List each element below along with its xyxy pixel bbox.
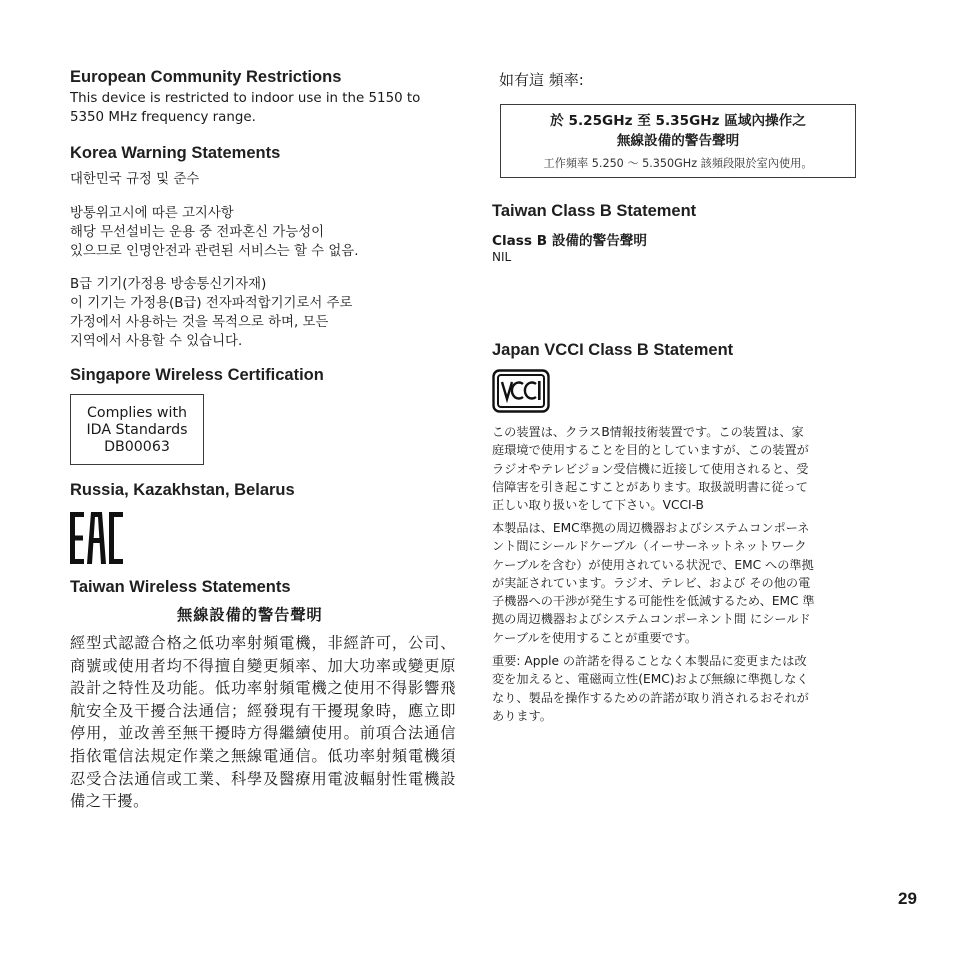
japan-heading: Japan VCCI Class B Statement (492, 341, 734, 359)
korea-heading: Korea Warning Statements (70, 144, 281, 162)
eac-logo-icon (70, 512, 124, 564)
japan-para-3: 重要: Apple の許諾を得ることなく本製品に変更または改 変を加えると、電磁両立性(EMC)および無線に準拠しなく なり、製品を操作するための許諾が取り消されるおそれが あります。 (492, 654, 809, 723)
taiwan-classb-line-1: Class B 設備的警告聲明 (492, 233, 647, 249)
taiwan-frequency-line-3: 工作頻率 5.250 ～ 5.350GHz 該頻段限於室內使用。 (543, 157, 813, 170)
eu-body: This device is restricted to indoor use in the 5150 to 5350 MHz frequency range. (70, 91, 421, 125)
taiwan-frequency-line-2: 無線設備的警告聲明 (616, 133, 740, 149)
taiwan-classb-line-2: NIL (492, 250, 512, 264)
singapore-heading: Singapore Wireless Certification (70, 366, 324, 384)
taiwan-frequency-line-1: 於 5.25GHz 至 5.35GHz 區域內操作之 (550, 113, 806, 129)
vcci-logo-icon (492, 369, 550, 413)
taiwan-wireless-heading: Taiwan Wireless Statements (70, 578, 291, 596)
eu-heading: European Community Restrictions (70, 68, 342, 86)
taiwan-wireless-body: 經型式認證合格之低功率射頻電機，非經許可，公司、商號或使用者均不得擅自變更頻率、加大功率或變更原設計之特性及功能。低功率射頻電機之使用不得影響飛航安全及干擾合法通信；經發現有干擾現象時，應立即停用，並改善至無干擾時方得繼續使用。前項合法通信指依電信法規定作業之無線電通信。低功率射頻電機須忍受合法通信或工業、科學及醫療用電波輻射性電機設備之干擾。 (70, 634, 456, 811)
taiwan-wireless-subtitle: 無線設備的警告聲明 (177, 606, 323, 624)
korea-para-1: 방통위고시에 따른 고지사항 해당 무선설비는 운용 중 전파혼신 가능성이 있으므로 인명안전과 관련된 서비스는 할 수 없음. (70, 206, 359, 259)
korea-para-2: B급 기기(가정용 방송통신기자재) 이 기기는 가정용(B급) 전자파적합기기로서 주로 가정에서 사용하는 것을 목적으로 하며, 모든 지역에서 사용할 수 있습니다. (70, 277, 353, 349)
taiwan-frequency-box (500, 104, 856, 178)
japan-para-1: この装置は、クラスB情報技術装置です。この装置は、家 庭環境で使用することを目的としていますが、この装置が ラジオやテレビジョン受信機に近接して使用されると、受 信障害を引き起こすことがあります。取扱説明書に従って 正しい取り扱いをして下さい。VCCI-B (492, 425, 809, 513)
japan-para-2: 本製品は、EMC準拠の周辺機器およびシステムコンポーネ ント間にシールドケーブル（イーサーネットネットワーク ケーブルを含む）が使用されている状況で、EMC への準拠 が実証されています。ラジオ、テレビ、および その他の電 子機器への干渉が発生する可能性を低減するため、EMC 準 拠の周辺機器およびシステムコンポーネント間 にシールド ケーブルを使用することが重要です。 (492, 521, 815, 645)
ida-compliance-box: Complies with IDA Standards DB00063 (70, 394, 204, 465)
russia-heading: Russia, Kazakhstan, Belarus (70, 481, 295, 499)
page-number: 29 (898, 889, 917, 908)
taiwan-classb-heading: Taiwan Class B Statement (492, 202, 697, 220)
taiwan-frequency-intro: 如有這 頻率: (499, 71, 584, 89)
korea-subtitle: 대한민국 규정 및 준수 (70, 172, 200, 187)
